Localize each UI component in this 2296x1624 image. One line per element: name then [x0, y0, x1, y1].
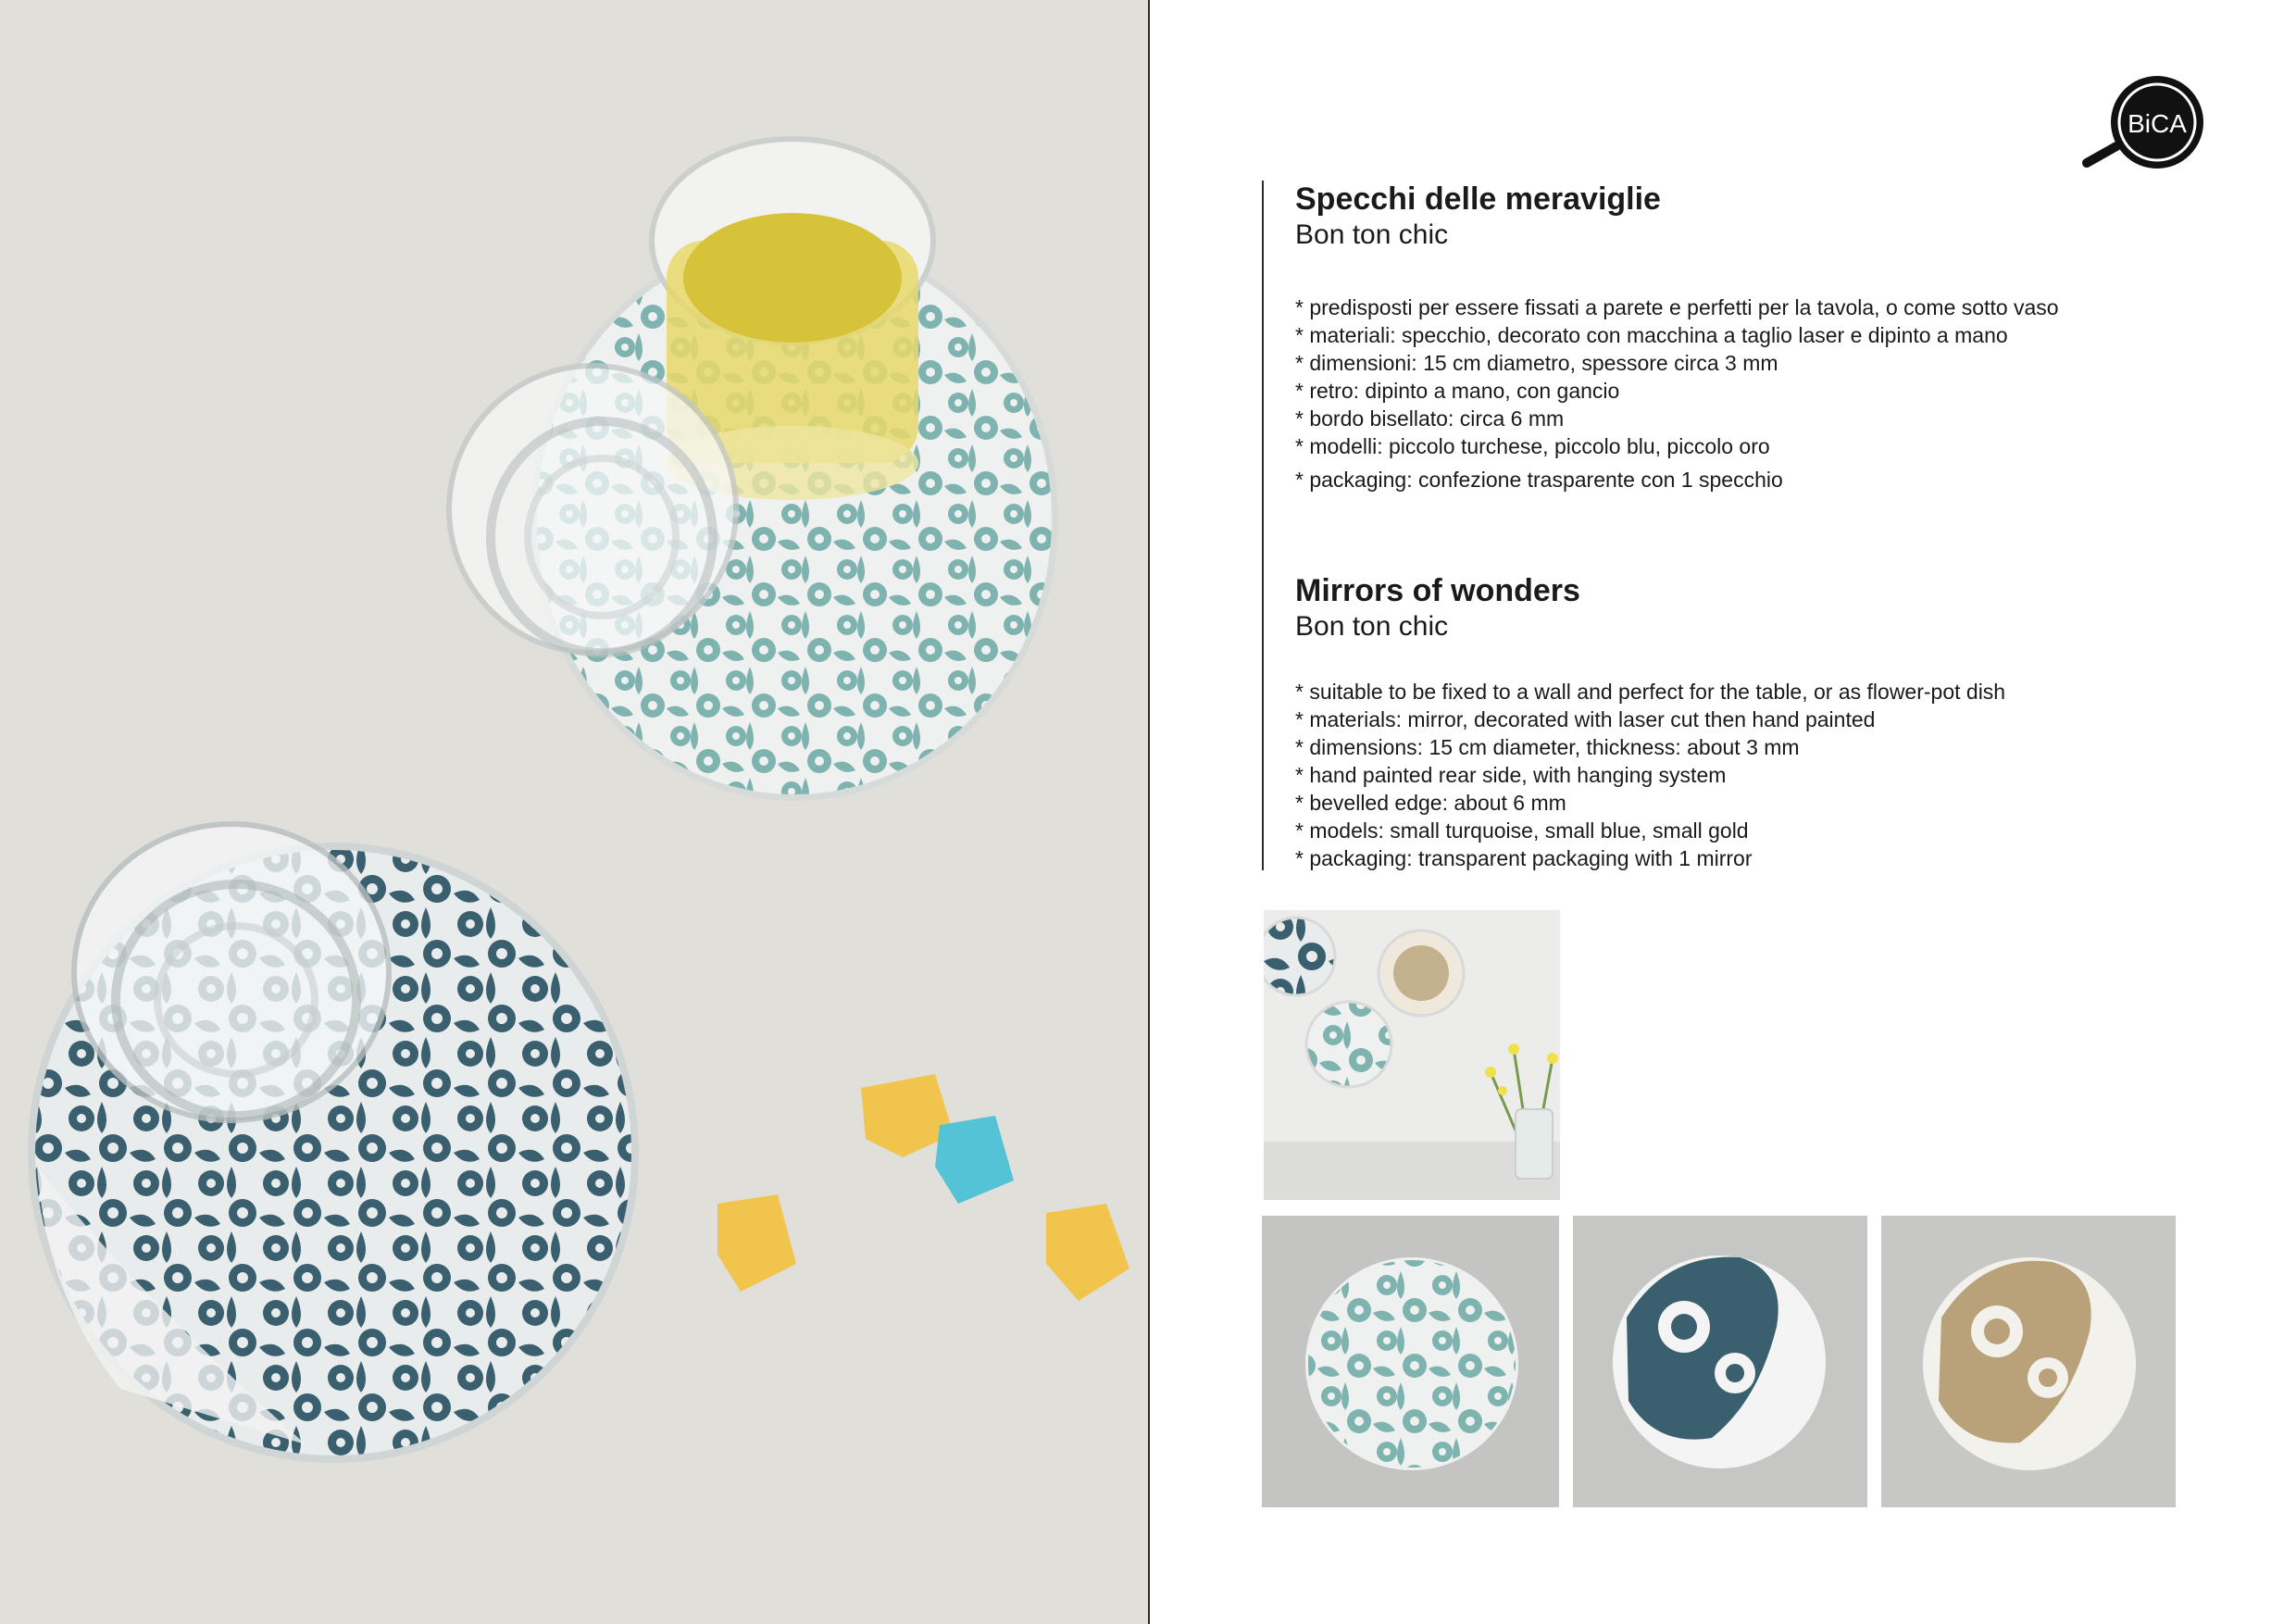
bullet: * bevelled edge: about 6 mm	[1295, 791, 1566, 815]
bica-logo	[2078, 72, 2207, 174]
logo-text: BiCA	[2128, 109, 2187, 138]
bullet: * packaging: transparent packaging with 1 mirror	[1295, 846, 1753, 870]
italian-section	[1295, 181, 2221, 492]
english-bullets	[1295, 678, 2005, 872]
page-divider	[1148, 0, 1150, 1624]
bullet: * modelli: piccolo turchese, piccolo blu, piccolo oro	[1295, 434, 1770, 458]
italian-title: Specchi delle meraviglie	[1295, 181, 1661, 217]
english-section	[1295, 572, 2221, 870]
bullet: * hand painted rear side, with hanging system	[1295, 763, 1727, 787]
italian-bullets	[1295, 294, 2059, 493]
product-description	[1262, 181, 2059, 870]
bullet: * dimensioni: 15 cm diametro, spessore circa 3 mm	[1295, 351, 1778, 375]
bullet: * predisposti per essere fissati a parete e perfetti per la tavola, o come sotto vaso	[1295, 295, 2059, 319]
model-gold-photo	[1881, 1216, 2176, 1507]
bullet: * materials: mirror, decorated with laser cut then hand painted	[1295, 707, 1876, 731]
bullet: * materiali: specchio, decorato con macchina a taglio laser e dipinto a mano	[1295, 323, 2008, 347]
bullet: * retro: dipinto a mano, con gancio	[1295, 379, 1620, 403]
bullet: * dimensions: 15 cm diameter, thickness: about 3 mm	[1295, 735, 1800, 759]
bullet: * packaging: confezione trasparente con 1 specchio	[1295, 468, 1783, 492]
wall-mirrors-photo	[1264, 910, 1560, 1200]
bullet: * bordo bisellato: circa 6 mm	[1295, 406, 1565, 431]
english-subtitle: Bon ton chic	[1295, 611, 1449, 642]
bullet: * models: small turquoise, small blue, small gold	[1295, 818, 1749, 843]
model-blue-photo	[1573, 1216, 1867, 1507]
english-title: Mirrors of wonders	[1295, 573, 1580, 608]
model-turquoise-photo	[1262, 1216, 1559, 1507]
italian-subtitle: Bon ton chic	[1295, 219, 1449, 250]
bullet: * suitable to be fixed to a wall and perfect for the table, or as flower-pot dish	[1295, 680, 2006, 704]
